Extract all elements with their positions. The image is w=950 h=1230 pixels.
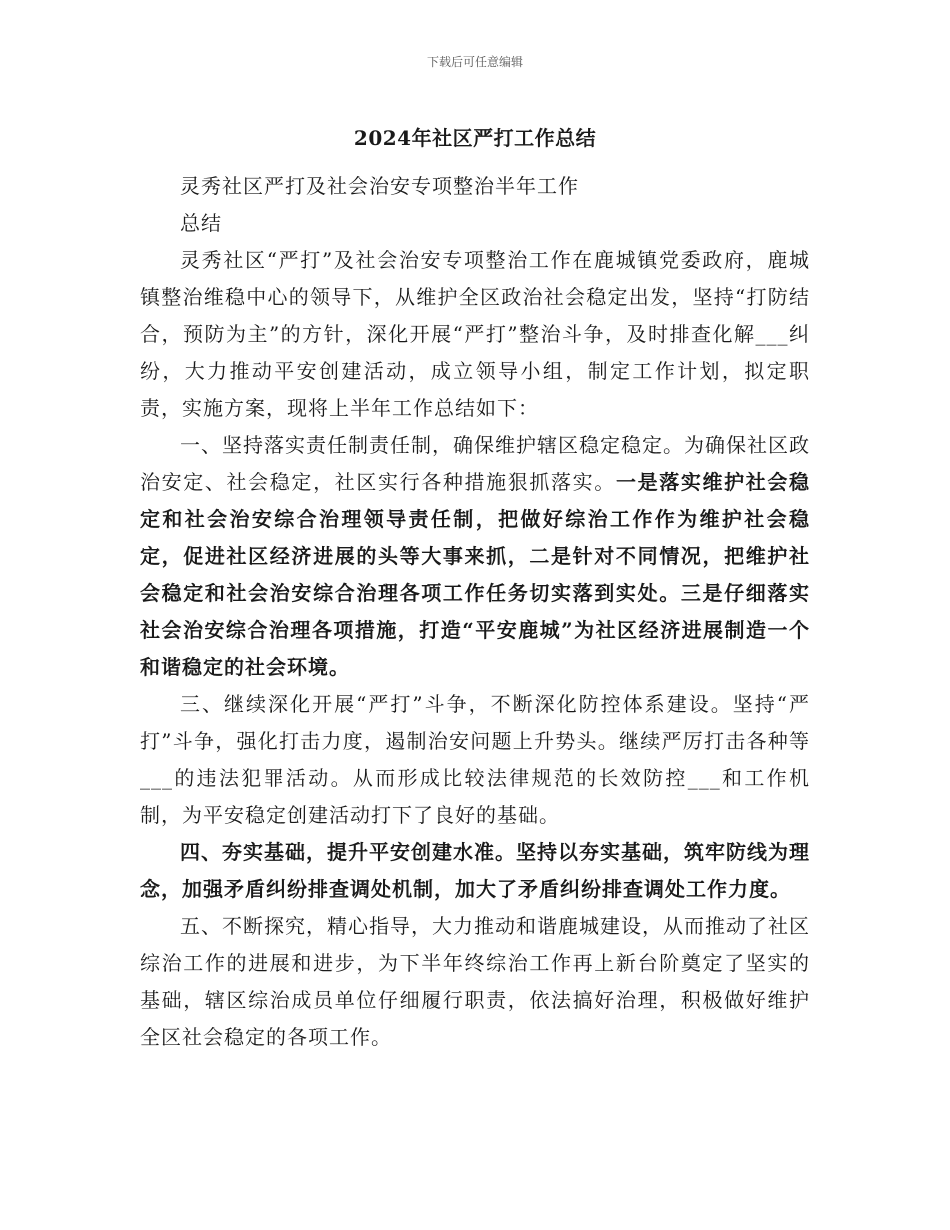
intro-paragraph: 灵秀社区“严打”及社会治安专项整治工作在鹿城镇党委政府，鹿城镇整治维稳中心的领导下，从维护全区政治社会稳定出发，坚持“打防结合，预防为主”的方针，深化开展“严打”整治斗争，及时排查化解___纠纷，大力推动平安创建活动，成立领导小组，制定工作计划，拟定职责，实施方案，现将上半年工作总结如下： [140,248,810,420]
section-one-text: 一、坚持落实责任制责任制，确保维护辖区稳定稳定。为确保社区政治安定、社会稳定，社区实行各种措施狠抓落实。 [140,433,810,494]
section-five-paragraph: 五、不断探究，精心指导，大力推动和谐鹿城建设，从而推动了社区综治工作的进展和进步，为下半年终综治工作再上新台阶奠定了坚实的基础，辖区综治成员单位仔细履行职责，依法搞好治理，积极做好维护全区社会稳定的各项工作。 [140,914,810,1049]
section-one-bold-text: 一是落实维护社会稳定和社会治安综合治理领导责任制，把做好综治工作作为维护社会稳定，促进社区经济进展的头等大事来抓，二是针对不同情况，把维护社会稳定和社会治安综合治理各项工作任务切实落到实处。三是仔细落实社会治安综合治理各项措施，打造“平安鹿城”为社区经济进展制造一个和谐稳定的社会环境。 [140,470,811,679]
subtitle-line-2: 总结 [180,211,222,235]
section-three-paragraph: 三、继续深化开展“严打”斗争，不断深化防控体系建设。坚持“严打”斗争，强化打击力度，遏制治安问题上升势头。继续严厉打击各种等___的违法犯罪活动。从而形成比较法律规范的长效防控___和工作机制，为平安稳定创建活动打下了良好的基础。 [140,692,810,827]
section-one-paragraph [140,427,810,686]
page-header-note: 下载后可任意编辑 [426,55,523,69]
subtitle-line-1: 灵秀社区严打及社会治安专项整治半年工作 [180,174,579,198]
section-four-paragraph: 四、夯实基础，提升平安创建水准。坚持以夯实基础，筑牢防线为理念，加强矛盾纠纷排查调处机制，加大了矛盾纠纷排查调处工作力度。 [140,840,810,901]
document-body [140,168,810,1056]
document-title: 2024年社区严打工作总结 [353,126,597,150]
